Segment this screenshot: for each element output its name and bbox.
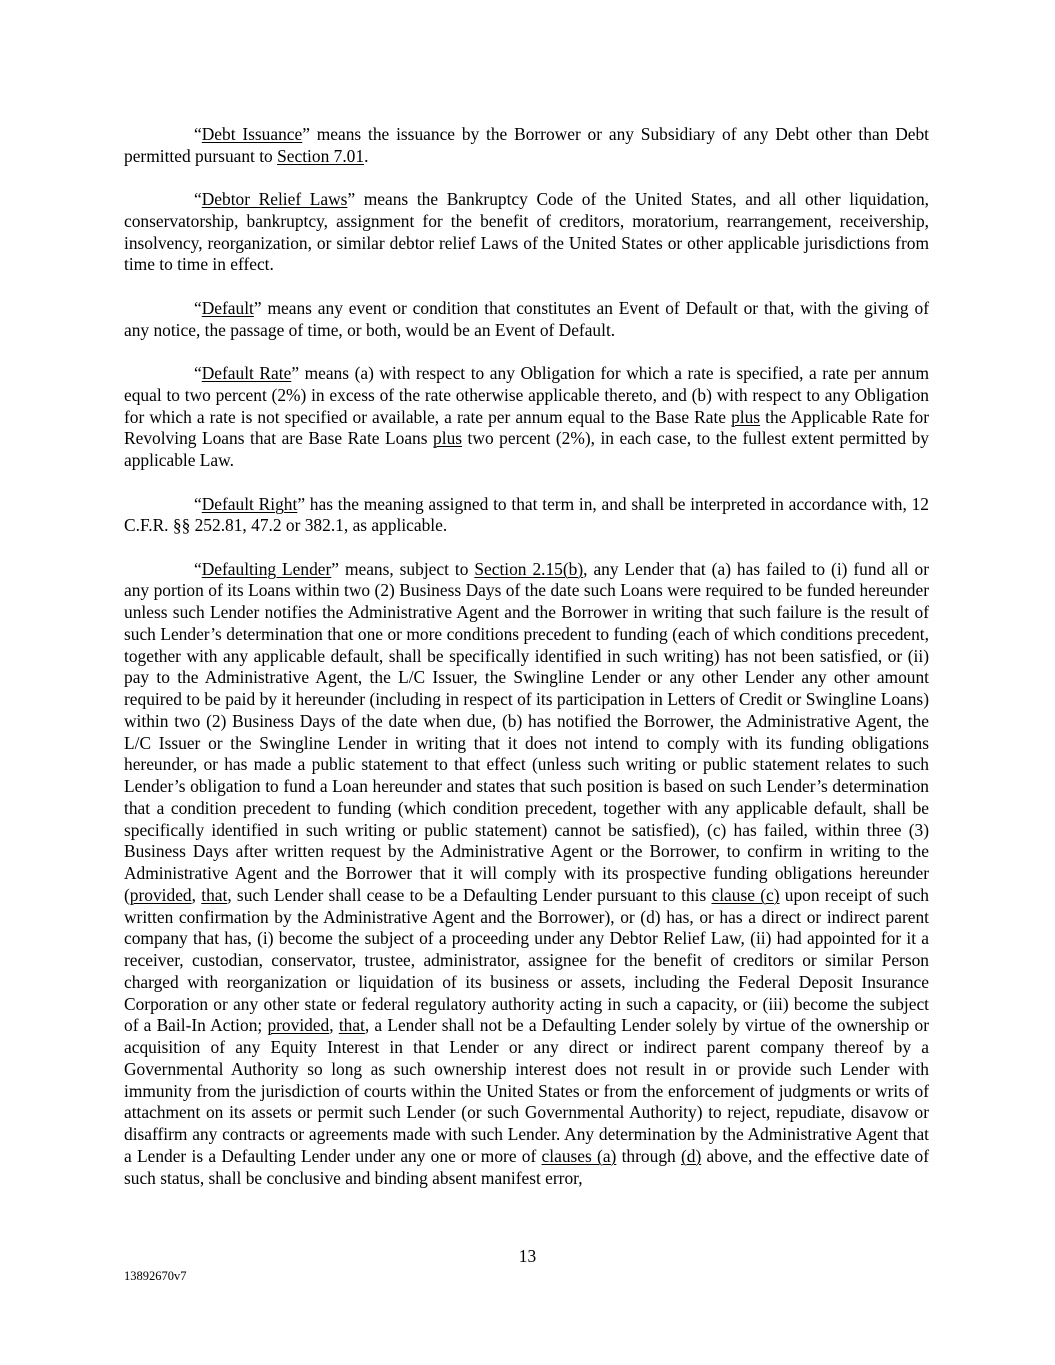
emphasis-that: that [201, 884, 228, 905]
clause-reference: clauses (a) [541, 1145, 617, 1166]
defined-term: Debtor Relief Laws [201, 189, 348, 210]
definition-debt-issuance: “Debt Issuance” means the issuance by the Borrower or any Subsidiary of any Debt other than Debt permitted pursuant to Section 7.01. [124, 124, 929, 166]
page-number: 13 [518, 1246, 537, 1266]
definition-default-rate: “Default Rate” means (a) with respect to any Obligation for which a rate is specified, a rate per annum equal to two percent (2%) in excess of the rate otherwise applicable thereto, and (b) with respect to any Obligation for which a rate is not specified or available, a rate per annum equal to the Base Rate plus the Applicable Rate for Revolving Loans that are Base Rate Loans plus two percent (2%), in each case, to the fullest extent permitted by applicable Law. [124, 363, 929, 471]
defined-term: Debt Issuance [201, 124, 303, 144]
clause-reference: clause (c) [711, 884, 780, 905]
section-reference: Section 2.15(b) [474, 558, 584, 579]
emphasis-provided: provided [267, 1015, 330, 1036]
emphasis-plus: plus [731, 406, 761, 427]
clause-reference: (d) [680, 1145, 702, 1166]
section-reference: Section 7.01 [277, 145, 365, 166]
defined-term: Defaulting Lender [201, 558, 332, 579]
definition-defaulting-lender: “Defaulting Lender” means, subject to Section 2.15(b), any Lender that (a) has failed to (i) fund all or any portion of its Loans within two (2) Business Days of the date such Loans were required to be funded hereunder unless such Lender notifies the Administrative Agent and the Borrower in writing that such failure is the result of such Lender’s determination that one or more conditions precedent to funding (each of which conditions precedent, together with any applicable default, shall be specifically identified in such writing) has not been satisfied, or (ii) pay to the Administrative Agent, the L/C Issuer, the Swingline Lender or any other Lender any other amount required to be paid by it hereunder (including in respect of its participation in Letters of Credit or Swingline Loans) within two (2) Business Days of the date when due, (b) has notified the Borrower, the Administrative Agent, the L/C Issuer or the Swingline Lender in writing that it does not intend to comply with its funding obligations hereunder, or has made a public statement to that effect (unless such writing or public statement relates to such Lender’s obligation to fund a Loan hereunder and states that such position is based on such Lender’s determination that a condition precedent to funding (which condition precedent, together with any applicable default, shall be specifically identified in such writing or public statement) cannot be satisfied), (c) has failed, within three (3) Business Days after written request by the Administrative Agent or the Borrower, to confirm in writing to the Administrative Agent and the Borrower that it will comply with its prospective funding obligations hereunder (provided, that, such Lender shall cease to be a Defaulting Lender pursuant to this clause (c) upon receipt of such written confirmation by the Administrative Agent and the Borrower), or (d) has, or has a direct or indirect parent company that has, (i) become the subject of a proceeding under any Debtor Relief Law, (ii) had appointed for it a receiver, custodian, conservator, trustee, administrator, assignee for the benefit of creditors or similar Person charged with reorganization or liquidation of its business or assets, including the Federal Deposit Insurance Corporation or any other state or federal regulatory authority acting in such a capacity, or (iii) become the subject of a Bail-In Action; provided, that, a Lender shall not be a Defaulting Lender solely by virtue of the ownership or acquisition of any Equity Interest in that Lender or any direct or indirect parent company thereof by a Governmental Authority so long as such ownership interest does not result in or provide such Lender with immunity from the jurisdiction of courts within the United States or from the enforcement of judgments or writs of attachment on its assets or permit such Lender (or such Governmental Authority) to reject, repudiate, disavow or disaffirm any contracts or agreements made with such Lender. Any determination by the Administrative Agent that a Lender is a Defaulting Lender under any one or more of clauses (a) through (d) above, and the effective date of such status, shall be conclusive and binding absent manifest error, [124, 558, 930, 1188]
defined-term: Default Rate [201, 363, 292, 384]
document-id: 13892670v7 [124, 1269, 187, 1283]
definition-default-right: “Default Right” has the meaning assigned to that term in, and shall be interpreted in accordance with, 12 C.F.R. §§ 252.81, 47.2 or 382.1, as applicable. [124, 493, 929, 536]
defined-term: Default Right [201, 493, 298, 514]
defined-term: Default [201, 297, 254, 318]
definition-default: “Default” means any event or condition that constitutes an Event of Default or that, with the giving of any notice, the passage of time, or both, would be an Event of Default. [124, 297, 929, 340]
emphasis-that: that [338, 1015, 365, 1036]
emphasis-provided: provided [129, 884, 192, 905]
document-body [124, 124, 929, 1189]
emphasis-plus: plus [433, 428, 463, 449]
definition-debtor-relief-laws: “Debtor Relief Laws” means the Bankruptcy Code of the United States, and all other liquidation, conservatorship, bankruptcy, assignment for the benefit of creditors, moratorium, rearrangement, receivership, insolvency, reorganization, or similar debtor relief Laws of the United States or other applicable jurisdictions from time to time in effect. [124, 189, 929, 275]
